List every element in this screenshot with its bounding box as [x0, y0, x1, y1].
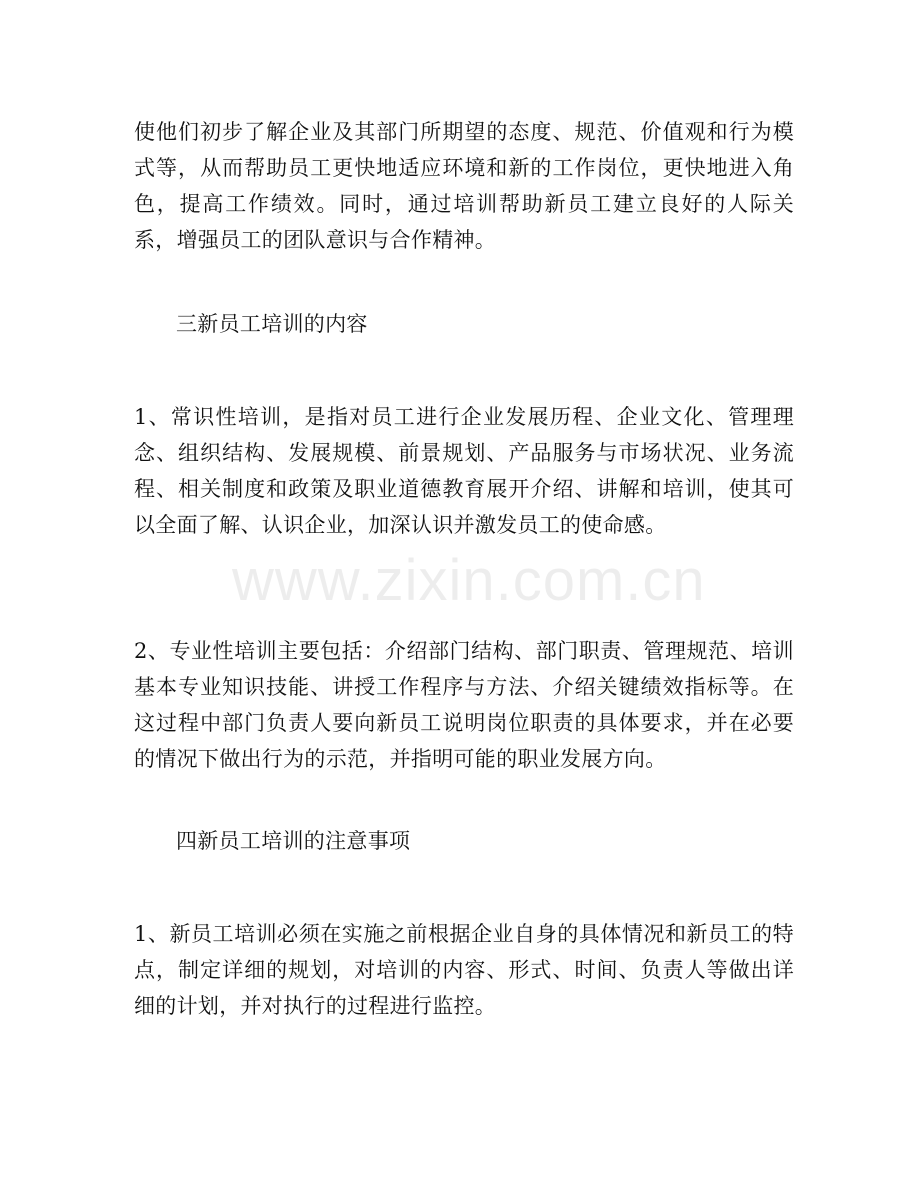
body-paragraph-2: 1、常识性培训，是指对员工进行企业发展历程、企业文化、管理理念、组织结构、发展规模、前景规划、产品服务与市场状况、业务流程、相关制度和政策及职业道德教育展开介绍、讲解和培训，使其可以全面了解、认识企业，加深认识并激发员工的使命感。	[134, 405, 794, 537]
body-paragraph-4: 1、新员工培训必须在实施之前根据企业自身的具体情况和新员工的特点，制定详细的规划，对培训的内容、形式、时间、负责人等做出详细的计划，并对执行的过程进行监控。	[134, 922, 794, 1018]
watermark: www.zixin.com.cn	[232, 548, 706, 613]
body-paragraph-3: 2、专业性培训主要包括：介绍部门结构、部门职责、管理规范、培训基本专业知识技能、讲授工作程序与方法、介绍关键绩效指标等。在这过程中部门负责人要向新员工说明岗位职责的具体要求，并在必要的情况下做出行为的示范，并指明可能的职业发展方向。	[134, 639, 794, 771]
body-paragraph-1: 使他们初步了解企业及其部门所期望的态度、规范、价值观和行为模式等，从而帮助员工更快地适应环境和新的工作岗位，更快地进入角色，提高工作绩效。同时，通过培训帮助新员工建立良好的人际关系，增强员工的团队意识与合作精神。	[134, 120, 794, 252]
section-heading-3: 三新员工培训的内容	[176, 312, 368, 336]
section-heading-4: 四新员工培训的注意事项	[176, 829, 411, 853]
